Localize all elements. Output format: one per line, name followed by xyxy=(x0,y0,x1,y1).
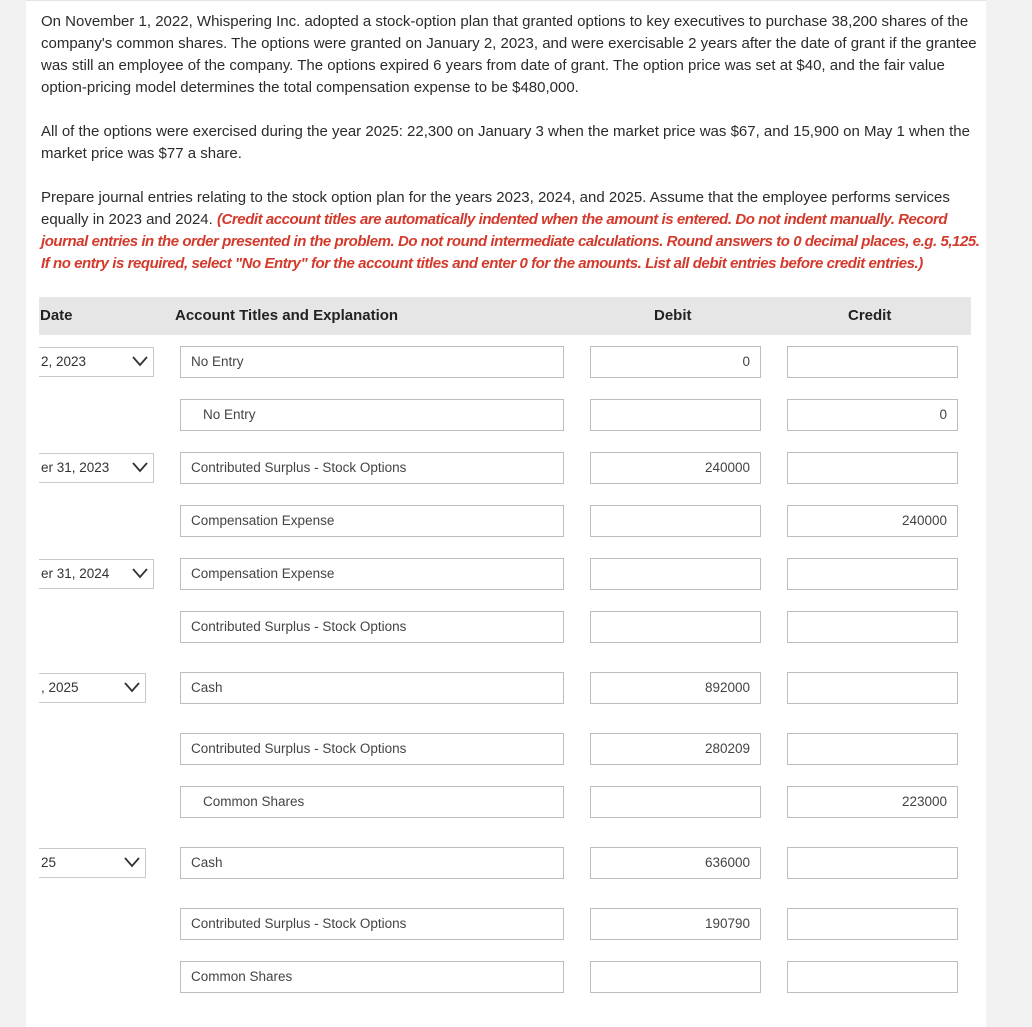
debit-input[interactable]: 190790 xyxy=(590,908,761,940)
date-select-value: 25 xyxy=(41,855,57,870)
date-select[interactable] xyxy=(39,559,154,589)
account-title-input[interactable]: No Entry xyxy=(180,346,564,378)
date-select-value: , 2025 xyxy=(41,680,79,695)
chevron-down-icon xyxy=(131,354,149,368)
credit-input[interactable]: 0 xyxy=(787,399,958,431)
date-select-value: 2, 2023 xyxy=(41,354,87,369)
debit-input[interactable] xyxy=(590,399,761,431)
credit-input[interactable] xyxy=(787,558,958,590)
account-title-input[interactable]: Contributed Surplus - Stock Options xyxy=(180,452,564,484)
problem-task-text: Prepare journal entries relating to the stock option plan for the years 2023, 2024, and 2025. Assume that the employee performs services equally in 2023 and 2024. xyxy=(41,189,950,228)
account-header: Account Titles and Explanation xyxy=(175,307,399,324)
credit-input[interactable] xyxy=(787,961,958,993)
date-select[interactable] xyxy=(39,673,146,703)
account-title-input[interactable]: Cash xyxy=(180,672,564,704)
debit-input[interactable]: 636000 xyxy=(590,847,761,879)
credit-header: Credit xyxy=(848,307,892,324)
problem-paragraph-3 xyxy=(41,187,981,275)
account-title-input[interactable]: Compensation Expense xyxy=(180,558,564,590)
debit-input[interactable]: 280209 xyxy=(590,733,761,765)
account-title-input[interactable]: No Entry xyxy=(180,399,564,431)
credit-input[interactable]: 240000 xyxy=(787,505,958,537)
account-title-input[interactable]: Common Shares xyxy=(180,961,564,993)
chevron-down-icon xyxy=(123,855,141,869)
date-header: Date xyxy=(40,307,73,324)
account-title-input[interactable]: Compensation Expense xyxy=(180,505,564,537)
credit-input[interactable] xyxy=(787,611,958,643)
date-select-value: er 31, 2023 xyxy=(41,460,110,475)
credit-input[interactable] xyxy=(787,847,958,879)
credit-input[interactable] xyxy=(787,346,958,378)
debit-input[interactable]: 0 xyxy=(590,346,761,378)
account-title-input[interactable]: Contributed Surplus - Stock Options xyxy=(180,908,564,940)
account-title-input[interactable]: Contributed Surplus - Stock Options xyxy=(180,733,564,765)
date-select[interactable] xyxy=(39,453,154,483)
debit-header: Debit xyxy=(654,307,692,324)
account-title-input[interactable]: Cash xyxy=(180,847,564,879)
date-select[interactable] xyxy=(39,347,154,377)
debit-input[interactable] xyxy=(590,611,761,643)
credit-input[interactable] xyxy=(787,733,958,765)
date-select-value: er 31, 2024 xyxy=(41,566,110,581)
problem-instructions: (Credit account titles are automatically indented when the amount is entered. Do not indent manually. Record journal entries in the order presented in the problem. Do not round intermediate calculations. Round answers to 0 decimal places, e.g. 5,125. If no entry is required, select "No Entry" for the account titles and enter 0 for the amounts. List all debit entries before credit entries.) xyxy=(41,211,980,272)
account-title-input[interactable]: Contributed Surplus - Stock Options xyxy=(180,611,564,643)
chevron-down-icon xyxy=(123,680,141,694)
problem-paragraph-2: All of the options were exercised during the year 2025: 22,300 on January 3 when the market price was $67, and 15,900 on May 1 when the market price was $77 a share. xyxy=(41,123,970,162)
credit-input[interactable]: 223000 xyxy=(787,786,958,818)
debit-input[interactable] xyxy=(590,505,761,537)
credit-input[interactable] xyxy=(787,672,958,704)
chevron-down-icon xyxy=(131,460,149,474)
account-title-input[interactable]: Common Shares xyxy=(180,786,564,818)
debit-input[interactable] xyxy=(590,558,761,590)
debit-input[interactable] xyxy=(590,786,761,818)
credit-input[interactable] xyxy=(787,452,958,484)
credit-input[interactable] xyxy=(787,908,958,940)
table-header xyxy=(39,297,971,335)
chevron-down-icon xyxy=(131,566,149,580)
date-select[interactable] xyxy=(39,848,146,878)
debit-input[interactable] xyxy=(590,961,761,993)
debit-input[interactable]: 240000 xyxy=(590,452,761,484)
debit-input[interactable]: 892000 xyxy=(590,672,761,704)
problem-paragraph-1: On November 1, 2022, Whispering Inc. adopted a stock-option plan that granted options to key executives to purchase 38,200 shares of the company's common shares. The options were granted on January 2, 2023, and were exercisable 2 years after the date of grant if the grantee was still an employee of the company. The options expired 6 years from date of grant. The option price was set at $40, and the fair value option-pricing model determines the total compensation expense to be $480,000. xyxy=(41,13,977,96)
